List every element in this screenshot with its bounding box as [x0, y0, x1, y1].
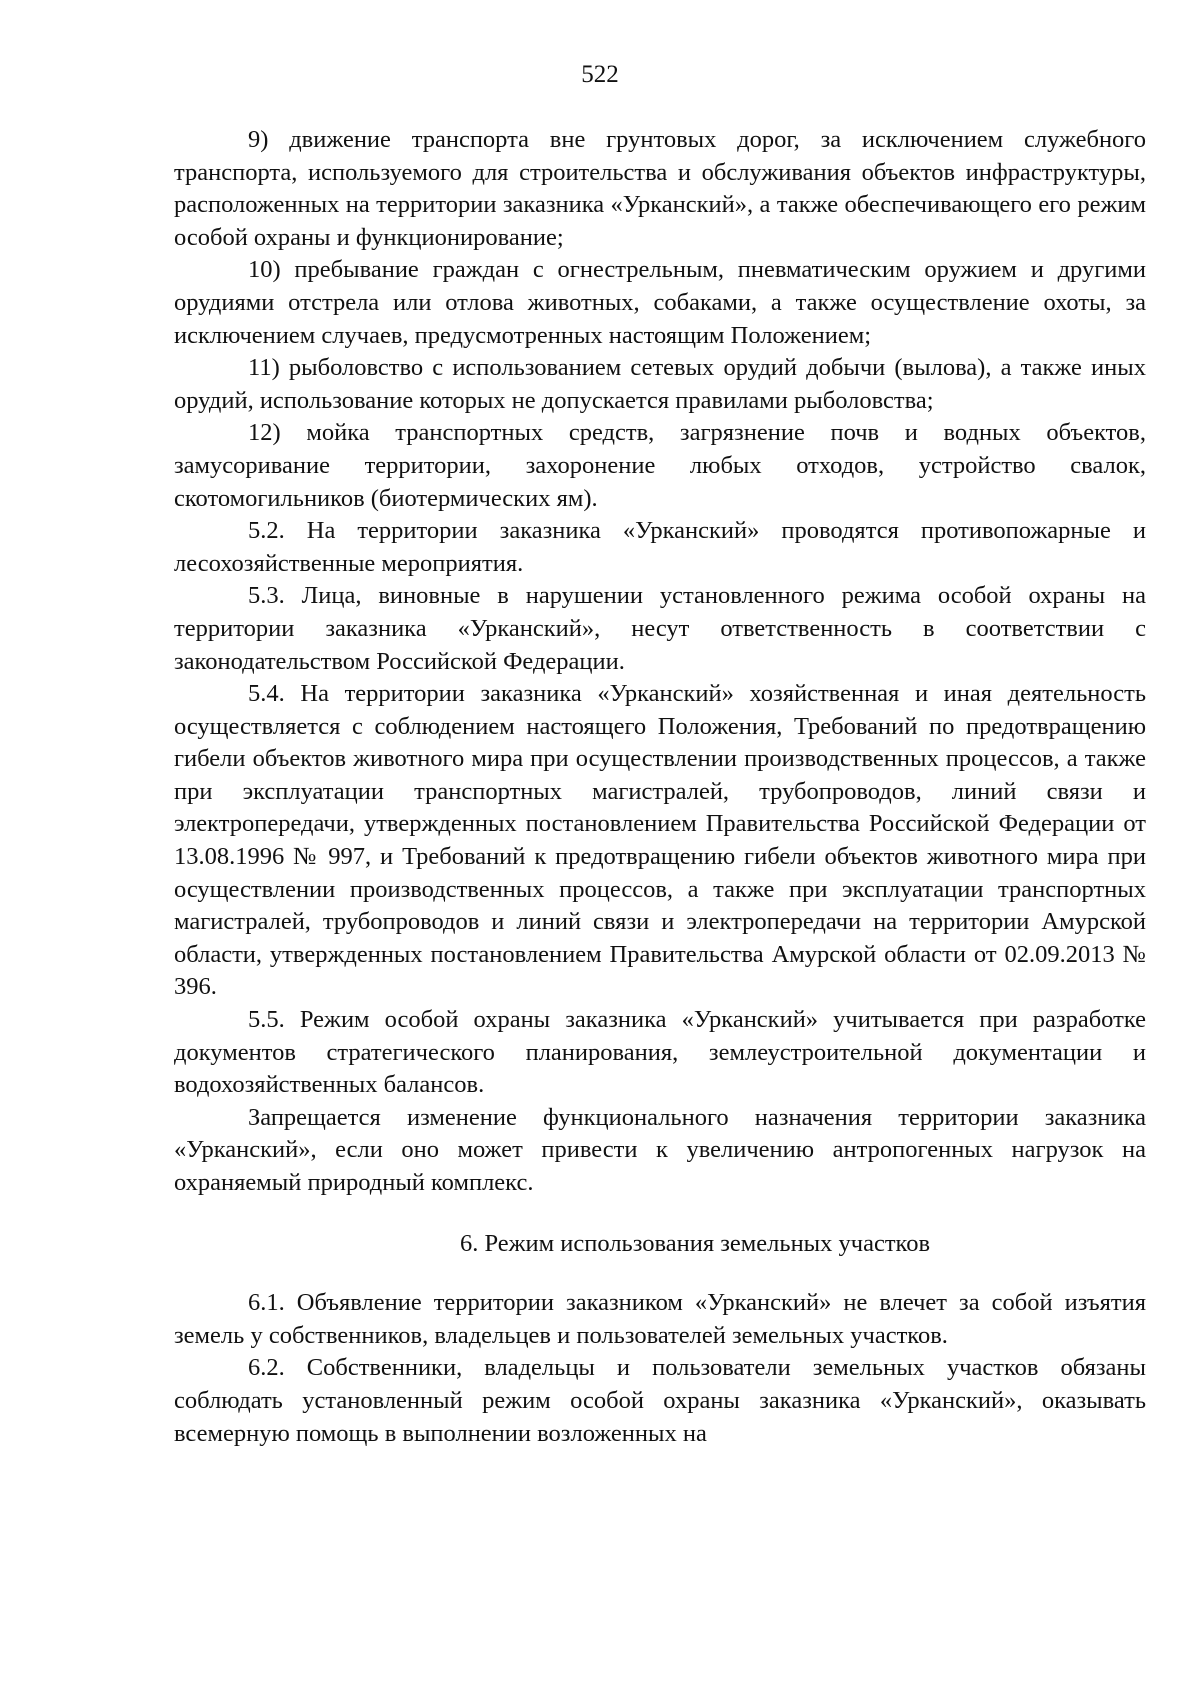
paragraph-item-9: 9) движение транспорта вне грунтовых дорог, за исключением служебного транспорта, используемого для строительства и обслуживания объектов инфраструктуры, расположенных на территории заказника «Урканский», а также обеспечивающего его режим особой охраны и функционирование;	[174, 126, 1146, 251]
paragraph-5-4: 5.4. На территории заказника «Урканский» хозяйственная и иная деятельность осуществляется с соблюдением настоящего Положения, Требований по предотвращению гибели объектов животного мира при осуществлении производственных процессов, а также при эксплуатации транспортных магистралей, трубопроводов, линий связи и электропередачи, утвержденных постановлением Правительства Российской Федерации от 13.08.1996 № 997, и Требований к предотвращению гибели объектов животного мира при осуществлении производственных процессов, а также при эксплуатации транспортных магистралей, трубопроводов и линий связи и электропередачи на территории Амурской области, утвержденных постановлением Правительства Амурской области от 02.09.2013 № 396.	[174, 680, 1146, 1001]
document-body	[174, 124, 1146, 1450]
paragraph-5-5: 5.5. Режим особой охраны заказника «Урканский» учитывается при разработке документов стратегического планирования, землеустроительной документации и водохозяйственных балансов.	[174, 1006, 1146, 1099]
paragraph-5-3: 5.3. Лица, виновные в нарушении установленного режима особой охраны на территории заказника «Урканский», несут ответственность в соответствии с законодательством Российской Федерации.	[174, 582, 1146, 675]
page-number: 522	[581, 61, 619, 88]
paragraph-item-12: 12) мойка транспортных средств, загрязнение почв и водных объектов, замусоривание территории, захоронение любых отходов, устройство свалок, скотомогильников (биотермических ям).	[174, 419, 1146, 512]
paragraph-item-11: 11) рыболовство с использованием сетевых орудий добычи (вылова), а также иных орудий, использование которых не допускается правилами рыболовства;	[174, 354, 1146, 414]
section-heading-6: 6. Режим использования земельных участков	[459, 1229, 931, 1257]
paragraph-5-2: 5.2. На территории заказника «Урканский» проводятся противопожарные и лесохозяйственные мероприятия.	[174, 517, 1146, 577]
paragraph-item-10: 10) пребывание граждан с огнестрельным, пневматическим оружием и другими орудиями отстрела или отлова животных, собаками, а также осуществление охоты, за исключением случаев, предусмотренных настоящим Положением;	[174, 256, 1146, 349]
paragraph-6-2: 6.2. Собственники, владельцы и пользователи земельных участков обязаны соблюдать установленный режим особой охраны заказника «Урканский», оказывать всемерную помощь в выполнении возложенных на	[174, 1354, 1146, 1447]
paragraph-prohibition: Запрещается изменение функционального назначения территории заказника «Урканский», если оно может привести к увеличению антропогенных нагрузок на охраняемый природный комплекс.	[174, 1103, 1146, 1196]
paragraph-6-1: 6.1. Объявление территории заказником «Урканский» не влечет за собой изъятия земель у собственников, владельцев и пользователей земельных участков.	[174, 1289, 1146, 1349]
